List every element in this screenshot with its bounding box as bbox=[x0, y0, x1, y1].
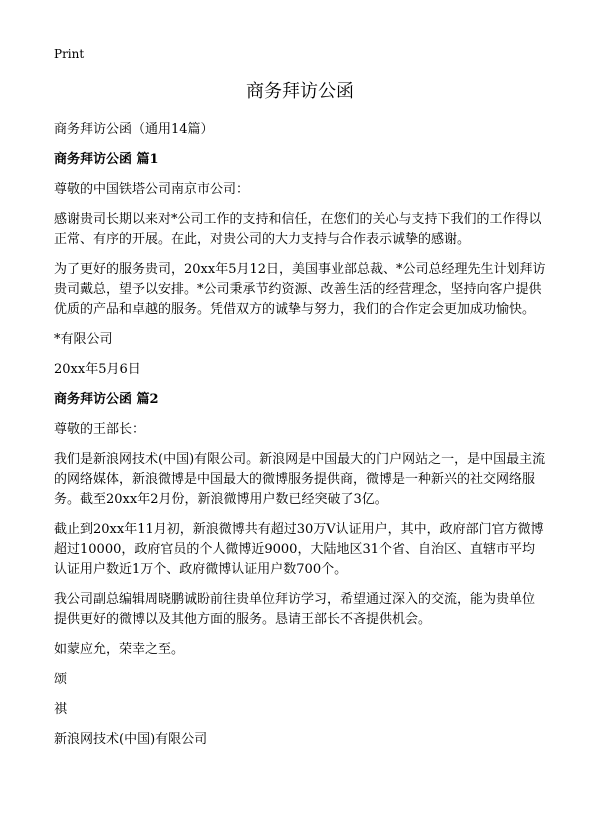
document-subtitle: 商务拜访公函（通用14篇） bbox=[54, 122, 214, 137]
signature-company: *有限公司 bbox=[54, 332, 113, 347]
body-paragraph: 为了更好的服务贵司，20xx年5月12日，美国事业部总裁、*公司总经理先生计划拜访贵司戴总，望予以安排。*公司秉承节约资源、改善生活的经营理念，坚持向客户提供优质的产品和卓越的服务。凭借双方的诚挚与努力，我们的合作定会更加成功愉快。 bbox=[54, 262, 546, 317]
document-body bbox=[54, 120, 546, 760]
page-title: 商务拜访公函 bbox=[246, 81, 354, 102]
body-paragraph: 我们是新浪网技术(中国)有限公司。新浪网是中国最大的门户网站之一，是中国最主流的网络媒体，新浪微博是中国最大的微博服务提供商，微博是一种新兴的社交网络服务。截至20xx年2月份，新浪微博用户数已经突破了3亿。 bbox=[54, 452, 546, 507]
body-paragraph: 我公司副总编辑周晓鹏诚盼前往贵单位拜访学习，希望通过深入的交流，能为贵单位提供更好的微博以及其他方面的服务。恳请王部长不吝提供机会。 bbox=[54, 592, 536, 627]
signature-company: 新浪网技术(中国)有限公司 bbox=[54, 732, 208, 747]
salutation: 尊敬的中国铁塔公司南京市公司： bbox=[54, 182, 250, 197]
closing-word: 颂 bbox=[54, 672, 68, 687]
body-paragraph: 感谢贵司长期以来对*公司工作的支持和信任，在您们的关心与支持下我们的工作得以正常、有序的开展。在此，对贵公司的大力支持与合作表示诚挚的感谢。 bbox=[54, 212, 542, 247]
print-link[interactable]: Print bbox=[54, 47, 85, 61]
closing-line: 如蒙应允，荣幸之至。 bbox=[54, 642, 185, 657]
salutation: 尊敬的王部长： bbox=[54, 422, 146, 437]
signature-date: 20xx年5月6日 bbox=[54, 362, 141, 377]
body-paragraph: 截止到20xx年11月初，新浪微博共有超过30万V认证用户，其中，政府部门官方微博超过10000，政府官员的个人微博近9000，大陆地区31个省、自治区、直辖市平均认证用户数近1万个、政府微博认证用户数700个。 bbox=[54, 522, 544, 577]
section-heading: 商务拜访公函 篇1 bbox=[54, 152, 159, 167]
closing-word: 祺 bbox=[54, 702, 68, 717]
section-heading: 商务拜访公函 篇2 bbox=[54, 392, 159, 407]
